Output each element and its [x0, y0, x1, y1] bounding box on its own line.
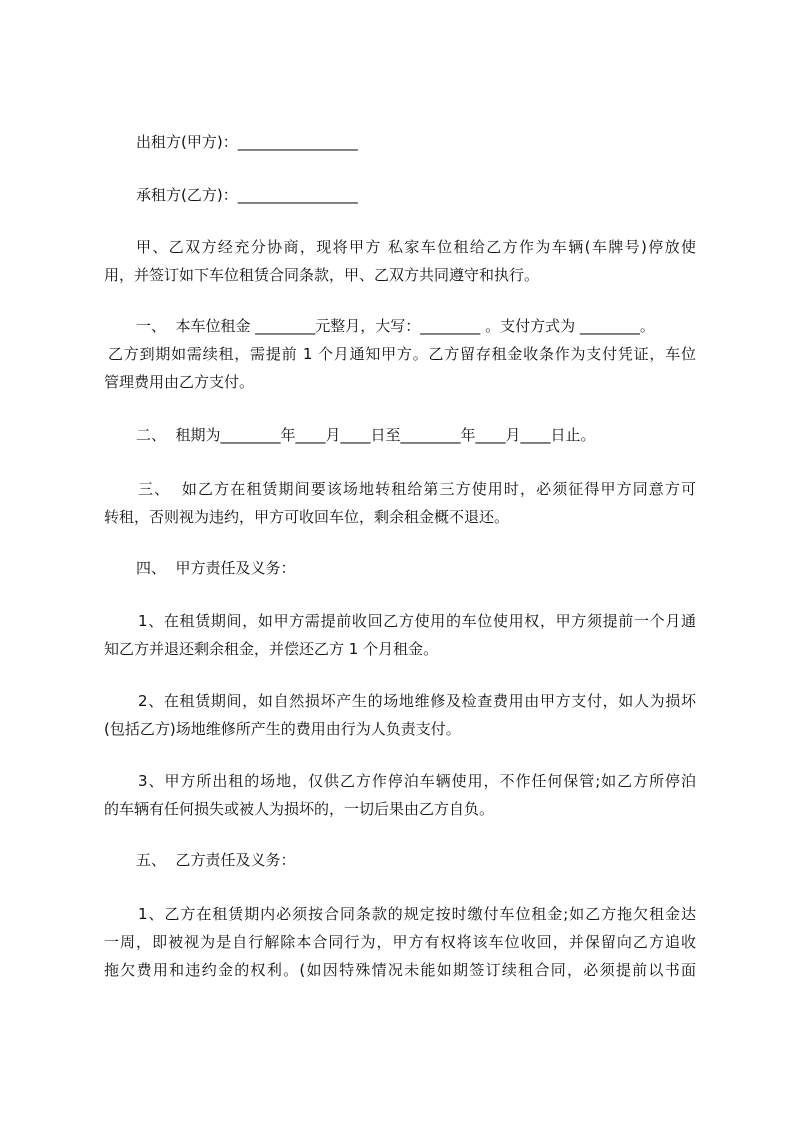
clause-5-item-1-line-3: 拖欠费用和违约金的权利。(如因特殊情况未能如期签订续租合同，必须提前以书面 — [104, 961, 696, 979]
clause-3-line-1: 三、 如乙方在租赁期间要该场地转租给第三方使用时，必须征得甲方同意方可 — [138, 480, 696, 498]
clause-4-item-2-line-1: 2、在租赁期间，如自然损坏产生的场地维修及检查费用由甲方支付，如人为损坏 — [138, 692, 696, 710]
intro-line-2: 用，并签订如下车位租赁合同条款，甲、乙双方共同遵守和执行。 — [104, 266, 540, 284]
clause-1 — [104, 312, 696, 396]
clause-5-item-1 — [104, 900, 696, 984]
intro-paragraph — [104, 233, 696, 289]
clause-4-heading: 四、 甲方责任及义务： — [136, 559, 296, 577]
clause-2: 二、 租期为________年____月____日至________年____月____日止。 — [136, 426, 596, 444]
clause-1-line-3: 管理费用由乙方支付。 — [104, 373, 255, 391]
clause-5-heading: 五、 乙方责任及义务： — [136, 851, 296, 869]
clause-4-item-3 — [104, 767, 696, 823]
clause-1-line-1: 一、 本车位租金 ________元整月，大写：________ 。支付方式为 ________。 — [136, 317, 655, 335]
clause-1-line-2: 乙方到期如需续租，需提前 1 个月通知甲方。乙方留存租金收条作为支付凭证，车位 — [108, 345, 696, 363]
clause-4-item-3-line-1: 3、甲方所出租的场地，仅供乙方作停泊车辆使用，不作任何保管;如乙方所停泊 — [138, 772, 696, 790]
clause-4-item-1-line-1: 1、在租赁期间，如甲方需提前收回乙方使用的车位使用权，甲方须提前一个月通 — [138, 612, 696, 630]
lessor-field: 出租方(甲方)：________________ — [136, 133, 358, 151]
clause-4-item-3-line-2: 的车辆有任何损失或被人为损坏的，一切后果由乙方自负。 — [104, 800, 495, 818]
clause-4-item-2-line-2: (包括乙方)场地维修所产生的费用由行为人负责支付。 — [104, 720, 461, 738]
lessee-field: 承租方(乙方)：________________ — [136, 186, 358, 204]
clause-4-item-1-line-2: 知乙方并退还剩余租金，并偿还乙方 1 个月租金。 — [104, 640, 439, 658]
clause-3-line-2: 转租，否则视为违约，甲方可收回车位，剩余租金概不退还。 — [104, 508, 510, 526]
clause-4-item-2 — [104, 687, 696, 743]
clause-3 — [104, 475, 696, 531]
clause-5-item-1-line-1: 1、乙方在租赁期内必须按合同条款的规定按时缴付车位租金;如乙方拖欠租金达 — [138, 905, 696, 923]
clause-5-item-1-line-2: 一周，即被视为是自行解除本合同行为，甲方有权将该车位收回，并保留向乙方追收 — [104, 933, 696, 951]
clause-4-item-1 — [104, 607, 696, 663]
intro-line-1: 甲、乙双方经充分协商，现将甲方 私家车位租给乙方作为车辆(车牌号)停放使 — [136, 238, 696, 256]
